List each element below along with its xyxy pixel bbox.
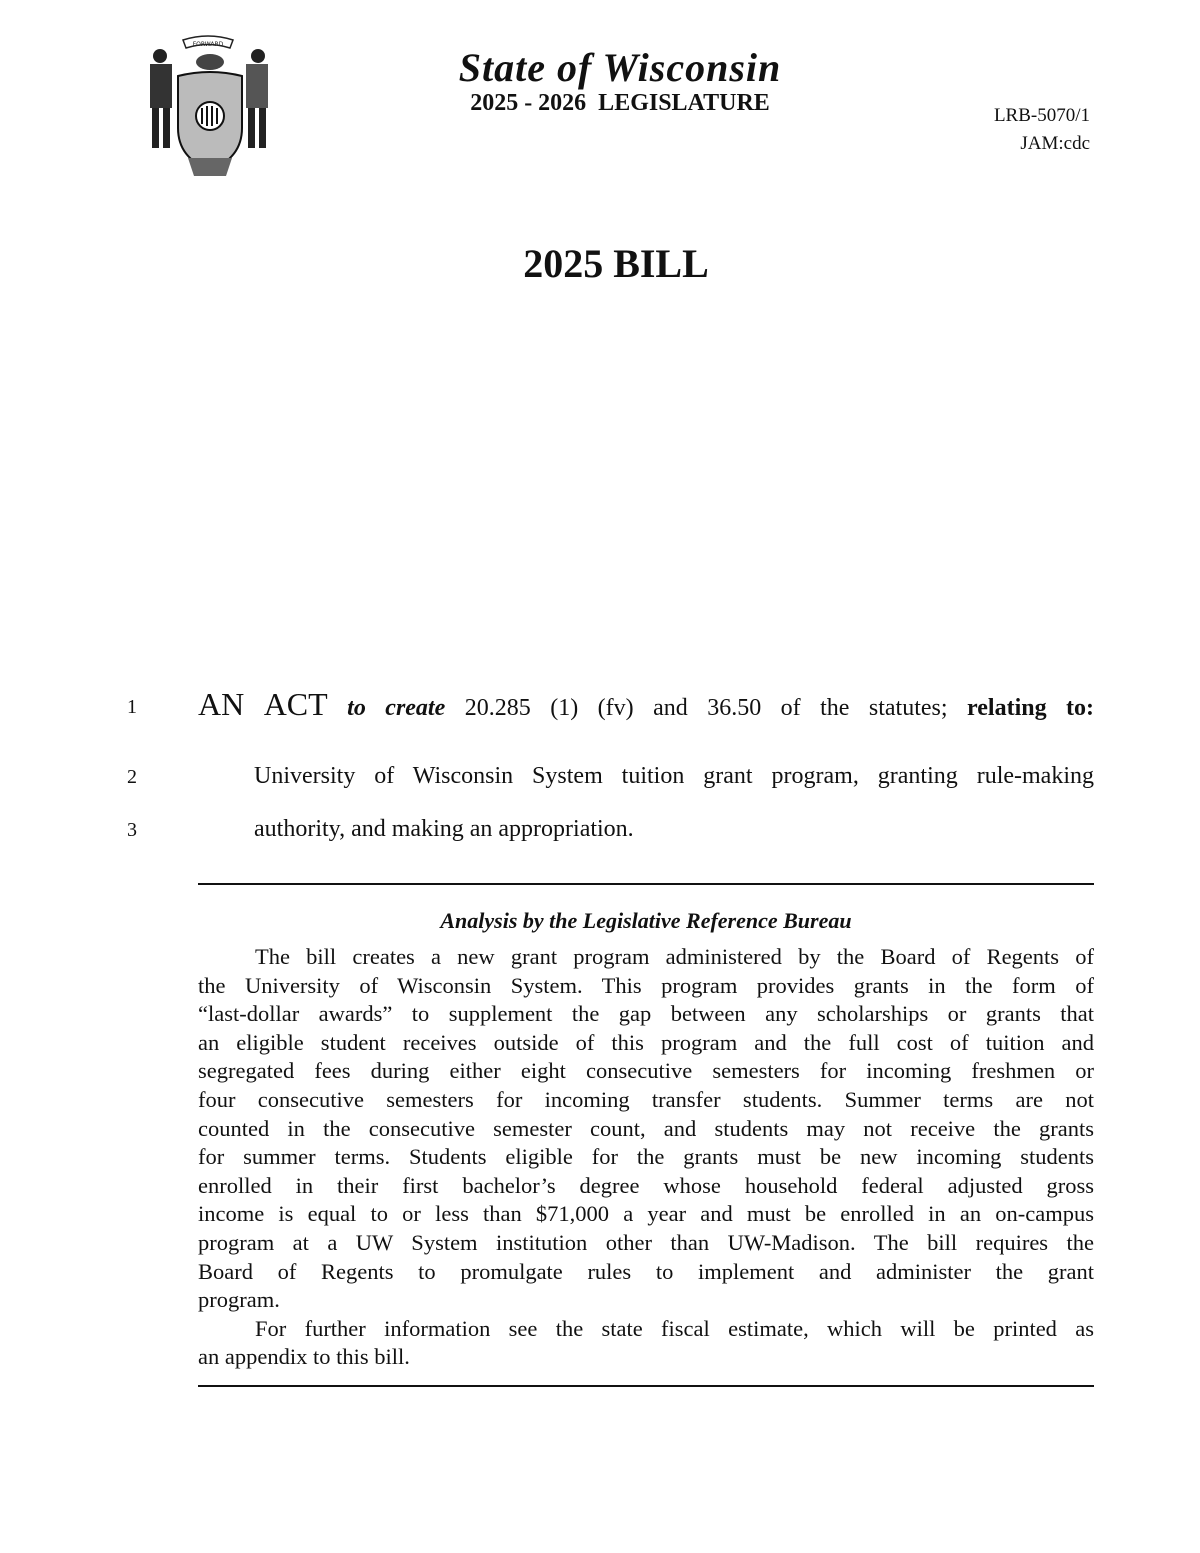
analysis-line: For further information see the state fiscal estimate, which will be printed as bbox=[255, 1315, 1094, 1341]
analysis-line: income is equal to or less than $71,000 a year and must be enrolled in an on-campus bbox=[198, 1201, 1094, 1227]
analysis-line: four consecutive semesters for incoming transfer students. Summer terms are not bbox=[198, 1086, 1094, 1112]
analysis-line: counted in the consecutive semester count, and students may not receive the grants bbox=[198, 1115, 1094, 1141]
act-an: AN bbox=[198, 686, 245, 722]
svg-text:FORWARD: FORWARD bbox=[192, 41, 224, 48]
divider bbox=[198, 1385, 1094, 1387]
analysis-body bbox=[198, 943, 1094, 1372]
line-number: 2 bbox=[127, 766, 137, 788]
analysis-line: “last-dollar awards” to supplement the gap between any scholarships or grants that bbox=[198, 1001, 1094, 1027]
analysis-line: program. bbox=[198, 1287, 280, 1313]
statutes: 20.285 (1) (fv) and 36.50 of the statutes; bbox=[464, 695, 948, 721]
wisconsin-state-seal bbox=[138, 28, 278, 183]
line-number: 1 bbox=[127, 696, 137, 718]
to-create: to create bbox=[347, 695, 446, 721]
bill-title: 2025 BILL bbox=[523, 241, 709, 286]
analysis-line: segregated fees during either eight consecutive semesters for incoming freshmen or bbox=[198, 1058, 1094, 1084]
lrb-number: LRB-5070/1 bbox=[993, 105, 1090, 126]
analysis-line: enrolled in their first bachelor’s degree whose household federal adjusted gross bbox=[198, 1172, 1094, 1198]
lrb-reference bbox=[994, 102, 1090, 158]
analysis-line: an appendix to this bill. bbox=[198, 1344, 410, 1370]
analysis-line: Board of Regents to promulgate rules to implement and administer the grant bbox=[198, 1258, 1094, 1284]
legislature-session: 2025 - 2026 LEGISLATURE bbox=[470, 90, 770, 116]
act-title-line-2: University of Wisconsin System tuition grant program, granting rule-making bbox=[254, 763, 1094, 789]
state-title: State of Wisconsin bbox=[458, 45, 782, 90]
drafter-initials: JAM:cdc bbox=[1020, 133, 1090, 154]
act-title-line-3: authority, and making an appropriation. bbox=[254, 816, 634, 842]
analysis-line: the University of Wisconsin System. This program provides grants in the form of bbox=[198, 972, 1094, 998]
act-word: ACT bbox=[263, 686, 328, 722]
divider bbox=[198, 883, 1094, 885]
analysis-line: The bill creates a new grant program administered by the Board of Regents of bbox=[255, 944, 1094, 969]
act-title-line-1 bbox=[198, 686, 1094, 723]
line-number: 3 bbox=[127, 819, 137, 841]
analysis-line: an eligible student receives outside of this program and the full cost of tuition and bbox=[198, 1029, 1094, 1055]
analysis-heading: Analysis by the Legislative Reference Bureau bbox=[440, 908, 852, 933]
analysis-line: program at a UW System institution other than UW-Madison. The bill requires the bbox=[198, 1229, 1094, 1255]
relating-to: relating to: bbox=[967, 695, 1095, 721]
analysis-line: for summer terms. Students eligible for the grants must be new incoming students bbox=[198, 1144, 1094, 1170]
